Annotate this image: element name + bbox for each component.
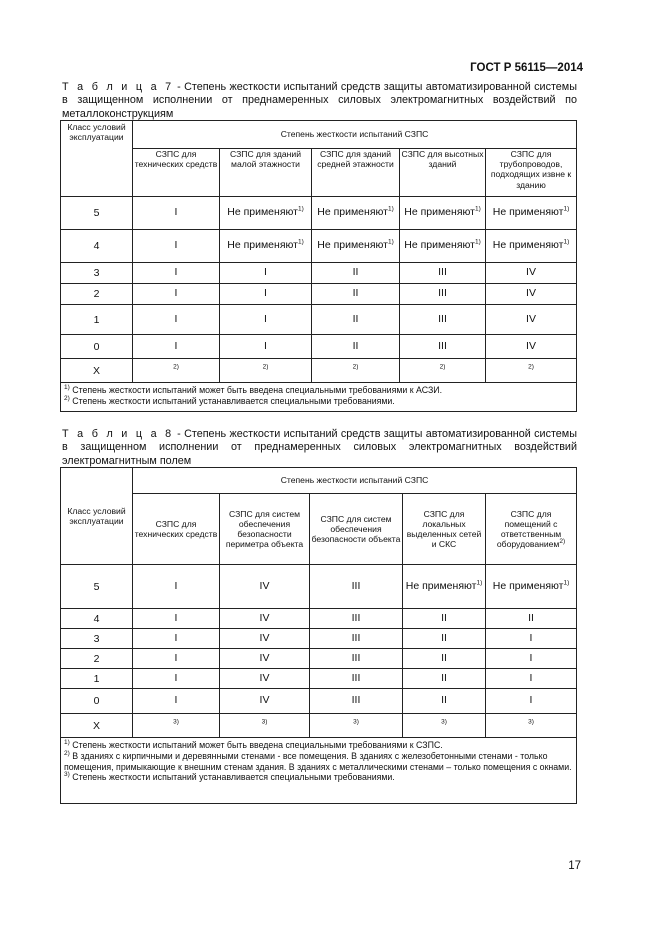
table8-footnote	[64, 740, 573, 751]
table7-row	[61, 284, 577, 305]
table8-row	[61, 649, 577, 669]
table7-value-cell	[400, 305, 486, 335]
table7-value-cell	[486, 284, 577, 305]
table7-value-cell	[312, 359, 400, 383]
table7	[60, 120, 577, 412]
table7-value-cell	[400, 335, 486, 359]
table8-value-cell	[220, 649, 310, 669]
table7-column-header: СЗПС для зданий малой этажности	[220, 149, 312, 197]
table7-value-cell	[312, 335, 400, 359]
table7-value-cell	[400, 263, 486, 284]
cell-value: I	[264, 287, 267, 300]
table7-row	[61, 263, 577, 284]
cell-value: I	[174, 287, 178, 300]
cell-value: Не применяют	[492, 206, 564, 219]
cell-value: Не применяют	[317, 206, 388, 219]
cell-value: III	[351, 651, 361, 664]
footnote-marker: 3)	[353, 718, 359, 726]
table7-value-cell	[133, 335, 220, 359]
cell-value: I	[174, 671, 178, 684]
cell-value: I	[174, 579, 178, 592]
footnote-marker: 2)	[528, 363, 534, 371]
table7-value-cell	[400, 230, 486, 263]
footnote-marker: 1)	[387, 205, 394, 213]
table7-value-cell	[133, 359, 220, 383]
cell-value: I	[174, 266, 178, 279]
footnote-marker: 1)	[563, 238, 570, 246]
table8-value-cell	[133, 629, 220, 649]
table7-class-header: Класс условий эксплуатации	[61, 121, 133, 197]
table8-value-cell	[486, 714, 577, 738]
cell-value: IV	[259, 631, 270, 644]
table8-row	[61, 669, 577, 689]
cell-value: IV	[259, 651, 270, 664]
table8-value-cell	[133, 689, 220, 714]
table7-value-cell	[220, 284, 312, 305]
table8-column-header	[310, 494, 403, 565]
table7-value-cell	[220, 197, 312, 230]
table8-value-cell	[403, 689, 486, 714]
table8-column-header-text: СЗПС для технических средств	[134, 518, 218, 539]
cell-value: I	[174, 694, 178, 707]
cell-value: I	[529, 631, 533, 644]
footnote-marker: 1)	[297, 238, 304, 246]
cell-value: III	[438, 287, 447, 300]
cell-value: IV	[526, 266, 536, 279]
table7-title: - Степень жесткости испытаний средств защиты автоматизированной системы в защищенном исполнении от преднамеренных силовых электромагнитных воздействий по металлоконструкциям	[62, 81, 577, 120]
table8-value-cell	[220, 629, 310, 649]
footnote-text: В зданиях с кирпичными и деревянными стенами - все помещения. В зданиях с железобетонными стенами - только помещения, примыкающие к внешним стенам здания. В зданиях с металлическими стенами – только помещения с окнами.	[64, 750, 572, 772]
page-number: 17	[568, 860, 581, 872]
footnote-marker: 2)	[262, 363, 269, 371]
cell-value: II	[352, 266, 359, 279]
cell-value: I	[174, 239, 178, 252]
table7-value-cell	[312, 230, 400, 263]
table8-class-cell: 3	[61, 629, 133, 649]
table8-class-header: Класс условий эксплуатации	[61, 468, 133, 565]
cell-value: III	[351, 694, 361, 707]
table8-value-cell	[403, 714, 486, 738]
table8-column-header-text: СЗПС для систем обеспечения безопасности периметра объекта	[225, 508, 304, 550]
cell-value: I	[174, 206, 178, 219]
footnote-marker: 1)	[64, 739, 70, 747]
table8-value-cell	[220, 714, 310, 738]
cell-value: Не применяют	[404, 239, 475, 252]
cell-value: I	[174, 339, 178, 352]
table8	[60, 467, 577, 804]
table7-column-header: СЗПС для трубопроводов, подходящих извне к зданию	[486, 149, 577, 197]
cell-value: Не применяют	[405, 579, 477, 592]
table8-value-cell	[133, 609, 220, 629]
table8-value-cell	[486, 689, 577, 714]
cell-value: III	[351, 671, 361, 684]
table7-value-cell	[220, 305, 312, 335]
footnote-marker: 1)	[476, 579, 483, 587]
table8-column-header-text: СЗПС для локальных выделенных сетей и СКС	[406, 508, 482, 550]
cell-value: II	[441, 631, 447, 644]
table8-value-cell	[133, 714, 220, 738]
table7-value-cell	[220, 335, 312, 359]
table8-value-cell	[486, 649, 577, 669]
table8-value-cell	[403, 565, 486, 609]
cell-value: IV	[526, 287, 536, 300]
footnote-marker: 2)	[559, 538, 566, 546]
cell-value: II	[441, 611, 447, 624]
table7-value-cell	[220, 263, 312, 284]
footnote-text: Степень жесткости испытаний может быть введена специальными требованиями к АСЗИ.	[69, 385, 443, 395]
table8-footnotes	[61, 738, 577, 804]
footnote-marker: 1)	[474, 238, 481, 246]
cell-value: I	[264, 339, 267, 352]
table8-label: Т а б л и ц а 8	[62, 428, 174, 440]
table8-footnote	[64, 751, 573, 773]
table7-column-header: СЗПС для технических средств	[133, 149, 220, 197]
table7-value-cell	[486, 197, 577, 230]
footnote-text: Степень жесткости испытаний может быть введена специальными требованиями к СЗПС.	[69, 740, 443, 750]
table8-value-cell	[310, 649, 403, 669]
table8-value-cell	[310, 609, 403, 629]
footnote-marker: 1)	[387, 238, 394, 246]
table7-footnote	[64, 396, 573, 407]
table8-value-cell	[133, 565, 220, 609]
footnote-marker: 3)	[441, 718, 447, 726]
table7-row	[61, 335, 577, 359]
cell-value: II	[441, 671, 447, 684]
table8-value-cell	[403, 629, 486, 649]
cell-value: I	[264, 312, 267, 325]
table7-class-cell: 2	[61, 284, 133, 305]
cell-value: IV	[259, 671, 270, 684]
table8-row	[61, 629, 577, 649]
table8-class-cell: 0	[61, 689, 133, 714]
cell-value: III	[438, 266, 447, 279]
cell-value: I	[529, 651, 533, 664]
footnote-marker: 1)	[563, 205, 570, 213]
table8-title: - Степень жесткости испытаний средств защиты автоматизированной системы в защищенном исполнении от преднамеренных силовых электромагнитных воздействий электромагнитным полем	[62, 428, 577, 467]
table8-value-cell	[310, 629, 403, 649]
table8-value-cell	[310, 689, 403, 714]
table8-column-header	[403, 494, 486, 565]
table8-caption	[62, 428, 577, 468]
table7-value-cell	[312, 305, 400, 335]
footnote-marker: 2)	[173, 363, 179, 371]
footnote-marker: 1)	[297, 205, 304, 213]
table8-value-cell	[486, 669, 577, 689]
table8-value-cell	[133, 649, 220, 669]
table8-value-cell	[403, 669, 486, 689]
table8-column-header-text: СЗПС для помещений с ответственным оборудованием	[496, 508, 562, 550]
cell-value: II	[352, 339, 359, 352]
table8-value-cell	[403, 649, 486, 669]
table7-column-header: СЗПС для зданий средней этажности	[312, 149, 400, 197]
cell-value: I	[174, 312, 178, 325]
table8-column-header	[133, 494, 220, 565]
table7-row	[61, 305, 577, 335]
table7-row	[61, 230, 577, 263]
table8-footnote	[64, 772, 573, 783]
cell-value: IV	[259, 611, 270, 624]
table8-value-cell	[220, 669, 310, 689]
table8-value-cell	[486, 629, 577, 649]
table7-label: Т а б л и ц а 7	[62, 81, 174, 93]
table7-class-cell: 5	[61, 197, 133, 230]
table7-value-cell	[312, 197, 400, 230]
footnote-marker: 1)	[64, 384, 70, 392]
table8-row	[61, 565, 577, 609]
table8-class-cell: 4	[61, 609, 133, 629]
table7-class-cell: 3	[61, 263, 133, 284]
cell-value: I	[264, 266, 267, 279]
table8-value-cell	[310, 669, 403, 689]
table7-value-cell	[486, 359, 577, 383]
table8-column-header	[486, 494, 577, 565]
table7-value-cell	[220, 230, 312, 263]
table8-row	[61, 609, 577, 629]
table7-value-cell	[133, 284, 220, 305]
table7-class-cell: X	[61, 359, 133, 383]
cell-value: II	[528, 611, 534, 624]
table8-value-cell	[310, 565, 403, 609]
table8-value-cell	[403, 609, 486, 629]
table8-value-cell	[486, 565, 577, 609]
table7-value-cell	[312, 263, 400, 284]
table8-class-cell: 2	[61, 649, 133, 669]
cell-value: IV	[259, 694, 270, 707]
table8-class-cell: X	[61, 714, 133, 738]
table7-class-cell: 0	[61, 335, 133, 359]
cell-value: I	[174, 631, 178, 644]
cell-value: III	[351, 611, 361, 624]
cell-value: II	[352, 312, 359, 325]
table8-column-header	[220, 494, 310, 565]
cell-value: III	[438, 312, 447, 325]
footnote-marker: 1)	[474, 205, 481, 213]
cell-value: II	[441, 694, 447, 707]
footnote-text: Степень жесткости испытаний устанавливается специальными требованиями.	[69, 772, 395, 783]
footnote-marker: 3)	[528, 718, 534, 726]
table7-value-cell	[486, 263, 577, 284]
footnote-marker: 2)	[352, 363, 359, 371]
table8-class-cell: 5	[61, 565, 133, 609]
table7-footnotes	[61, 383, 577, 412]
table7-row	[61, 197, 577, 230]
footnote-marker: 3)	[64, 771, 70, 779]
cell-value: Не применяют	[227, 206, 298, 219]
table8-group-header: Степень жесткости испытаний СЗПС	[133, 468, 577, 494]
table7-caption	[62, 81, 577, 121]
table8-value-cell	[133, 669, 220, 689]
table7-group-header: Степень жесткости испытаний СЗПС	[133, 121, 577, 149]
footnote-marker: 2)	[64, 394, 70, 402]
cell-value: III	[438, 339, 447, 352]
table7-value-cell	[400, 359, 486, 383]
table7-value-cell	[220, 359, 312, 383]
table7-column-header: СЗПС для высотных зданий	[400, 149, 486, 197]
cell-value: I	[174, 611, 178, 624]
cell-value: I	[174, 651, 178, 664]
cell-value: Не применяют	[492, 239, 564, 252]
cell-value: I	[529, 694, 533, 707]
footnote-marker: 3)	[173, 718, 179, 726]
cell-value: II	[352, 287, 359, 300]
footnote-marker: 2)	[64, 749, 70, 757]
document-code: ГОСТ Р 56115—2014	[470, 62, 583, 74]
table7-value-cell	[133, 305, 220, 335]
table7-value-cell	[133, 197, 220, 230]
table8-row	[61, 689, 577, 714]
table8-column-header-text: СЗПС для систем обеспечения безопасности объекта	[311, 513, 401, 545]
cell-value: III	[351, 579, 361, 592]
table7-value-cell	[400, 284, 486, 305]
footnote-marker: 1)	[563, 579, 570, 587]
cell-value: IV	[526, 312, 536, 325]
table7-footnote	[64, 385, 573, 396]
cell-value: II	[441, 651, 447, 664]
footnote-marker: 3)	[261, 718, 268, 726]
table7-class-cell: 4	[61, 230, 133, 263]
table7-value-cell	[486, 230, 577, 263]
cell-value: Не применяют	[492, 579, 564, 592]
table8-value-cell	[310, 714, 403, 738]
table7-class-cell: 1	[61, 305, 133, 335]
table8-class-cell: 1	[61, 669, 133, 689]
cell-value: Не применяют	[404, 206, 475, 219]
cell-value: IV	[259, 579, 270, 592]
table7-value-cell	[133, 230, 220, 263]
table7-value-cell	[486, 335, 577, 359]
cell-value: III	[351, 631, 361, 644]
table7-value-cell	[312, 284, 400, 305]
footnote-marker: 2)	[439, 363, 446, 371]
table8-value-cell	[486, 609, 577, 629]
table7-value-cell	[486, 305, 577, 335]
cell-value: IV	[526, 339, 536, 352]
table8-value-cell	[220, 609, 310, 629]
cell-value: Не применяют	[227, 239, 298, 252]
cell-value: I	[529, 671, 533, 684]
table7-row	[61, 359, 577, 383]
cell-value: Не применяют	[317, 239, 388, 252]
table8-value-cell	[220, 565, 310, 609]
table7-value-cell	[400, 197, 486, 230]
table8-value-cell	[220, 689, 310, 714]
table7-value-cell	[133, 263, 220, 284]
table8-row	[61, 714, 577, 738]
footnote-text: Степень жесткости испытаний устанавливается специальными требованиями.	[69, 395, 395, 406]
